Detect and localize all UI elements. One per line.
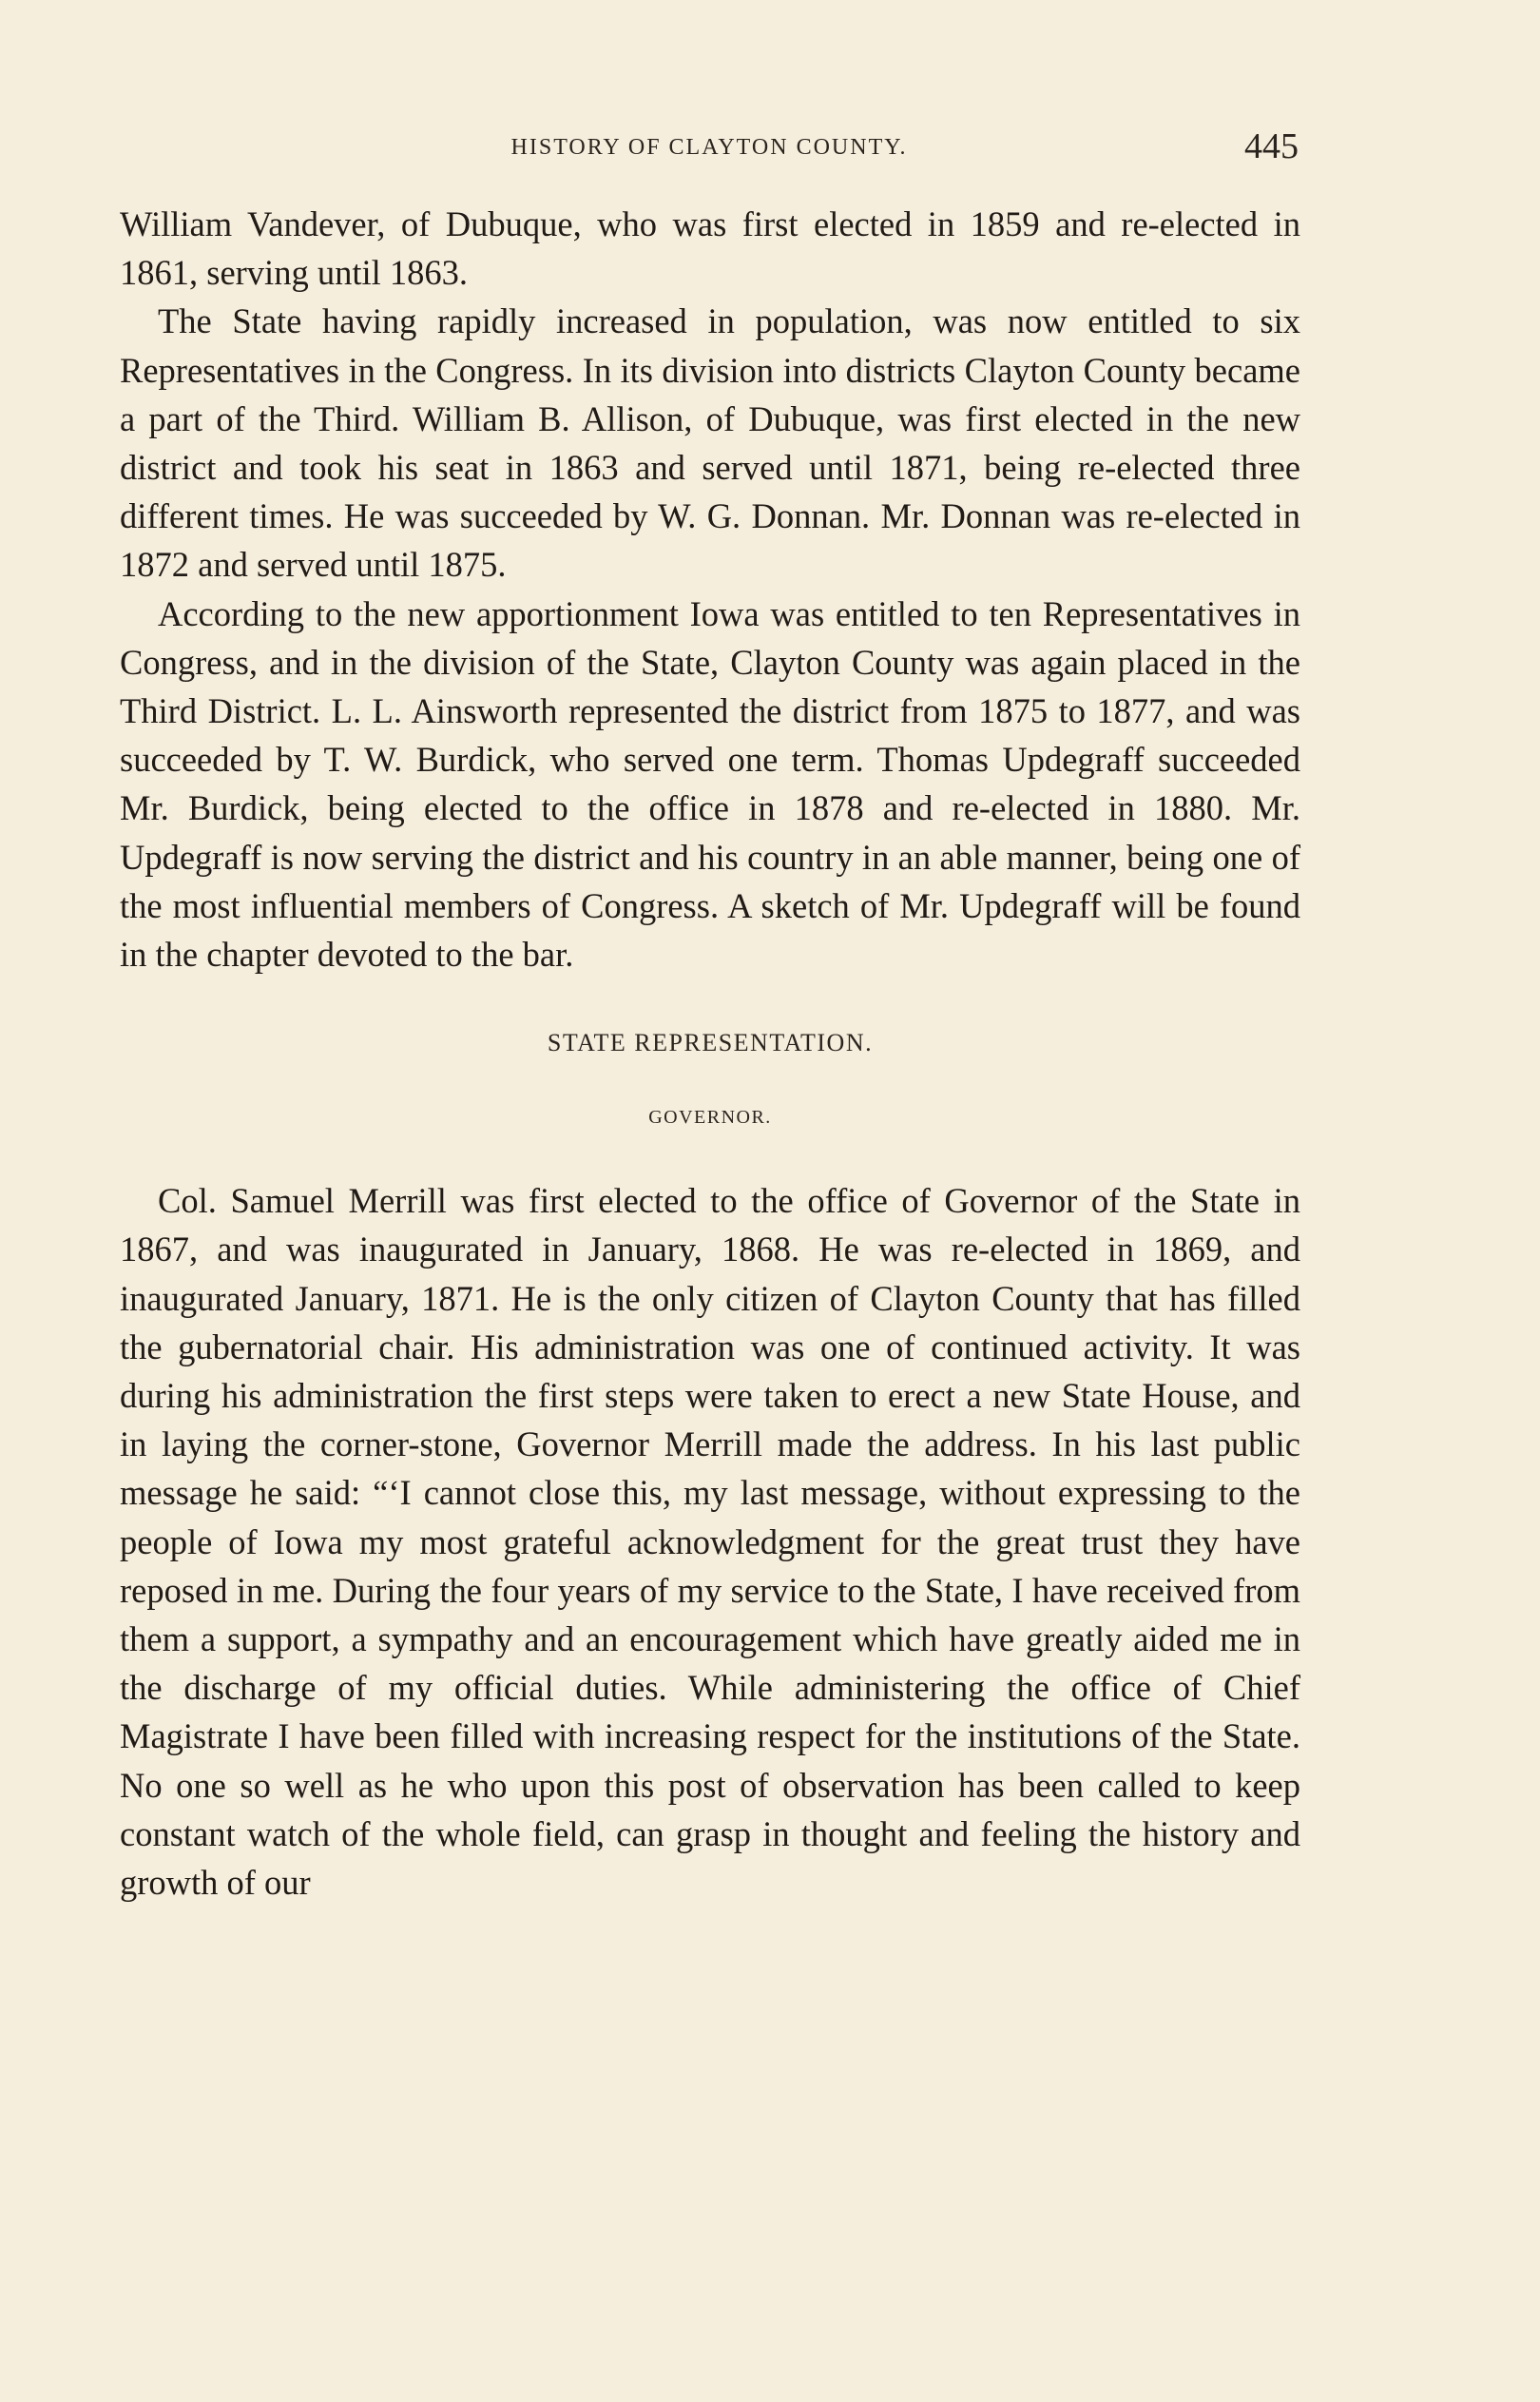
section-heading: STATE REPRESENTATION. [547,1029,874,1057]
page-header [120,126,1299,173]
sub-heading: GOVERNOR. [648,1107,772,1129]
page-number: 445 [1244,126,1299,166]
paragraph-vandever: William Vandever, of Dubuque, who was first elected in 1859 and re-elected in 1861, serving until 1863. [120,204,1300,293]
paragraph-apportionment: According to the new apportionment Iowa was entitled to ten Representatives in Congress, and in the division of the State, Clayton County was again placed in the Third District. L. L. Ainsworth represented the district from 1875 to 1877, and was succeeded by T. W. Burdick, who served one term. Thomas Updegraff succeeded Mr. Burdick, being elected to the office in 1878 and re-elected in 1880. Mr. Updegraff is now serving the district and his country in an able manner, being one of the most influential members of Congress. A sketch of Mr. Updegraff will be found in the chapter devoted to the bar. [120,593,1300,975]
running-title: HISTORY OF CLAYTON COUNTY. [510,135,908,160]
body-text [120,200,1300,1907]
paragraph-allison: The State having rapidly increased in population, was now entitled to six Representatives in the Congress. In its division into districts Clayton County became a part of the Third. William B. Allison, of Dubuque, was first elected in the new district and took his seat in 1863 and served until 1871, being re-elected three different times. He was succeeded by W. G. Donnan. Mr. Donnan was re-elected in 1872 and served until 1875. [120,301,1300,585]
paragraph-governor: Col. Samuel Merrill was first elected to the office of Governor of the State in 1867, and was inaugurated in January, 1868. He was re-elected in 1869, and inaugurated January, 1871. He is the only citizen of Clayton County that has filled the gubernatorial chair. His administration was one of continued activity. It was during his administration the first steps were taken to erect a new State House, and in laying the corner-stone, Governor Merrill made the address. In his last public message he said: “‘I cannot close this, my last message, without expressing to the people of Iowa my most grateful acknowledgment for the great trust they have reposed in me. During the four years of my service to the State, I have received from them a support, a sympathy and an encouragement which have greatly aided me in the discharge of my official duties. While administering the office of Chief Magistrate I have been filled with increasing respect for the institutions of the State. No one so well as he who upon this post of observation has been called to keep constant watch of the whole field, can grasp in thought and feeling the history and growth of our [120,1181,1300,1903]
